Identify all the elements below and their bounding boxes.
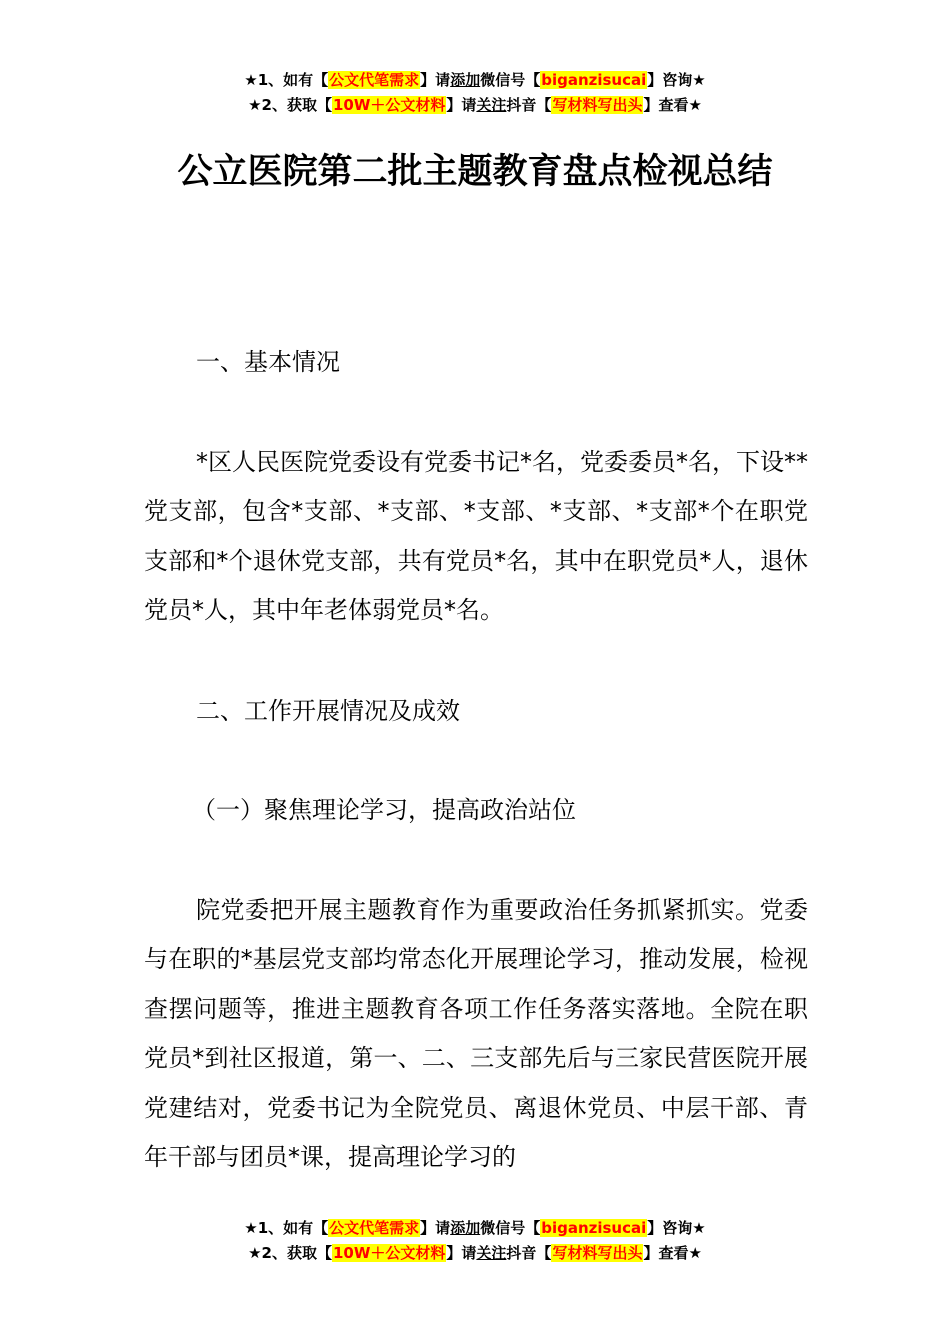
section-heading-work-progress: 二、工作开展情况及成效 <box>196 697 460 725</box>
promo-highlight: 公文代笔需求 <box>329 71 420 89</box>
promo-underline: 添加 <box>450 1219 481 1237</box>
promo-highlight: 公文代笔需求 <box>329 1219 420 1237</box>
paragraph: 院党委把开展主题教育作为重要政治任务抓紧抓实。党委与在职的*基层党支部均常态化开展理论学习，推动发展，检视查摆问题等，推进主题教育各项工作任务落实落地。全院在职党员*到社区报道，第一、二、三支部先后与三家民营医院开展党建结对，党委书记为全院党员、离退休党员、中层干部、青年干部与团员*课，提高理论学习的 <box>144 896 808 1172</box>
promo-text: 】请 <box>420 1219 451 1237</box>
promo-line-2 <box>0 93 950 118</box>
promo-highlight: biganzisucai <box>541 1219 647 1237</box>
promo-underline: 关注 <box>476 1244 507 1262</box>
promo-text: 微信号【 <box>480 1219 541 1237</box>
section-heading-basic-info: 一、基本情况 <box>196 348 340 376</box>
promo-text: 】请 <box>420 71 451 89</box>
promo-text: 抖音【 <box>506 96 552 114</box>
header-promo-banner <box>0 68 950 118</box>
promo-text: 抖音【 <box>506 1244 552 1262</box>
document-title: 公立医院第二批主题教育盘点检视总结 <box>177 152 773 192</box>
subsection-heading-theory-study: （一）聚焦理论学习，提高政治站位 <box>192 796 576 824</box>
promo-line-2 <box>0 1241 950 1266</box>
footer-promo-banner <box>0 1216 950 1266</box>
promo-line-1 <box>0 68 950 93</box>
promo-underline: 添加 <box>450 71 481 89</box>
promo-highlight: 10W＋公文材料 <box>332 96 446 114</box>
promo-line-1 <box>0 1216 950 1241</box>
promo-highlight: 10W＋公文材料 <box>332 1244 446 1262</box>
promo-text: 】查看★ <box>643 96 702 114</box>
promo-underline: 关注 <box>476 96 507 114</box>
promo-highlight: biganzisucai <box>541 71 647 89</box>
paragraph: *区人民医院党委设有党委书记*名，党委委员*名，下设**党支部，包含*支部、*支部、*支部、*支部、*支部*个在职党支部和*个退休党支部，共有党员*名，其中在职党员*人，退休党员*人，其中年老体弱党员*名。 <box>144 448 808 625</box>
subsection-theory-study-body <box>144 886 808 1182</box>
section-basic-info-body <box>144 438 808 636</box>
promo-text: 】请 <box>446 1244 477 1262</box>
promo-text: 】查看★ <box>643 1244 702 1262</box>
promo-text: ★2、获取【 <box>248 96 332 114</box>
promo-text: 】咨询★ <box>647 1219 706 1237</box>
promo-text: ★2、获取【 <box>248 1244 332 1262</box>
promo-highlight: 写材料写出头 <box>552 1244 643 1262</box>
promo-text: ★1、如有【 <box>244 71 329 89</box>
promo-text: 】咨询★ <box>647 71 706 89</box>
promo-text: ★1、如有【 <box>244 1219 329 1237</box>
promo-text: 】请 <box>446 96 477 114</box>
promo-highlight: 写材料写出头 <box>552 96 643 114</box>
promo-text: 微信号【 <box>480 71 541 89</box>
